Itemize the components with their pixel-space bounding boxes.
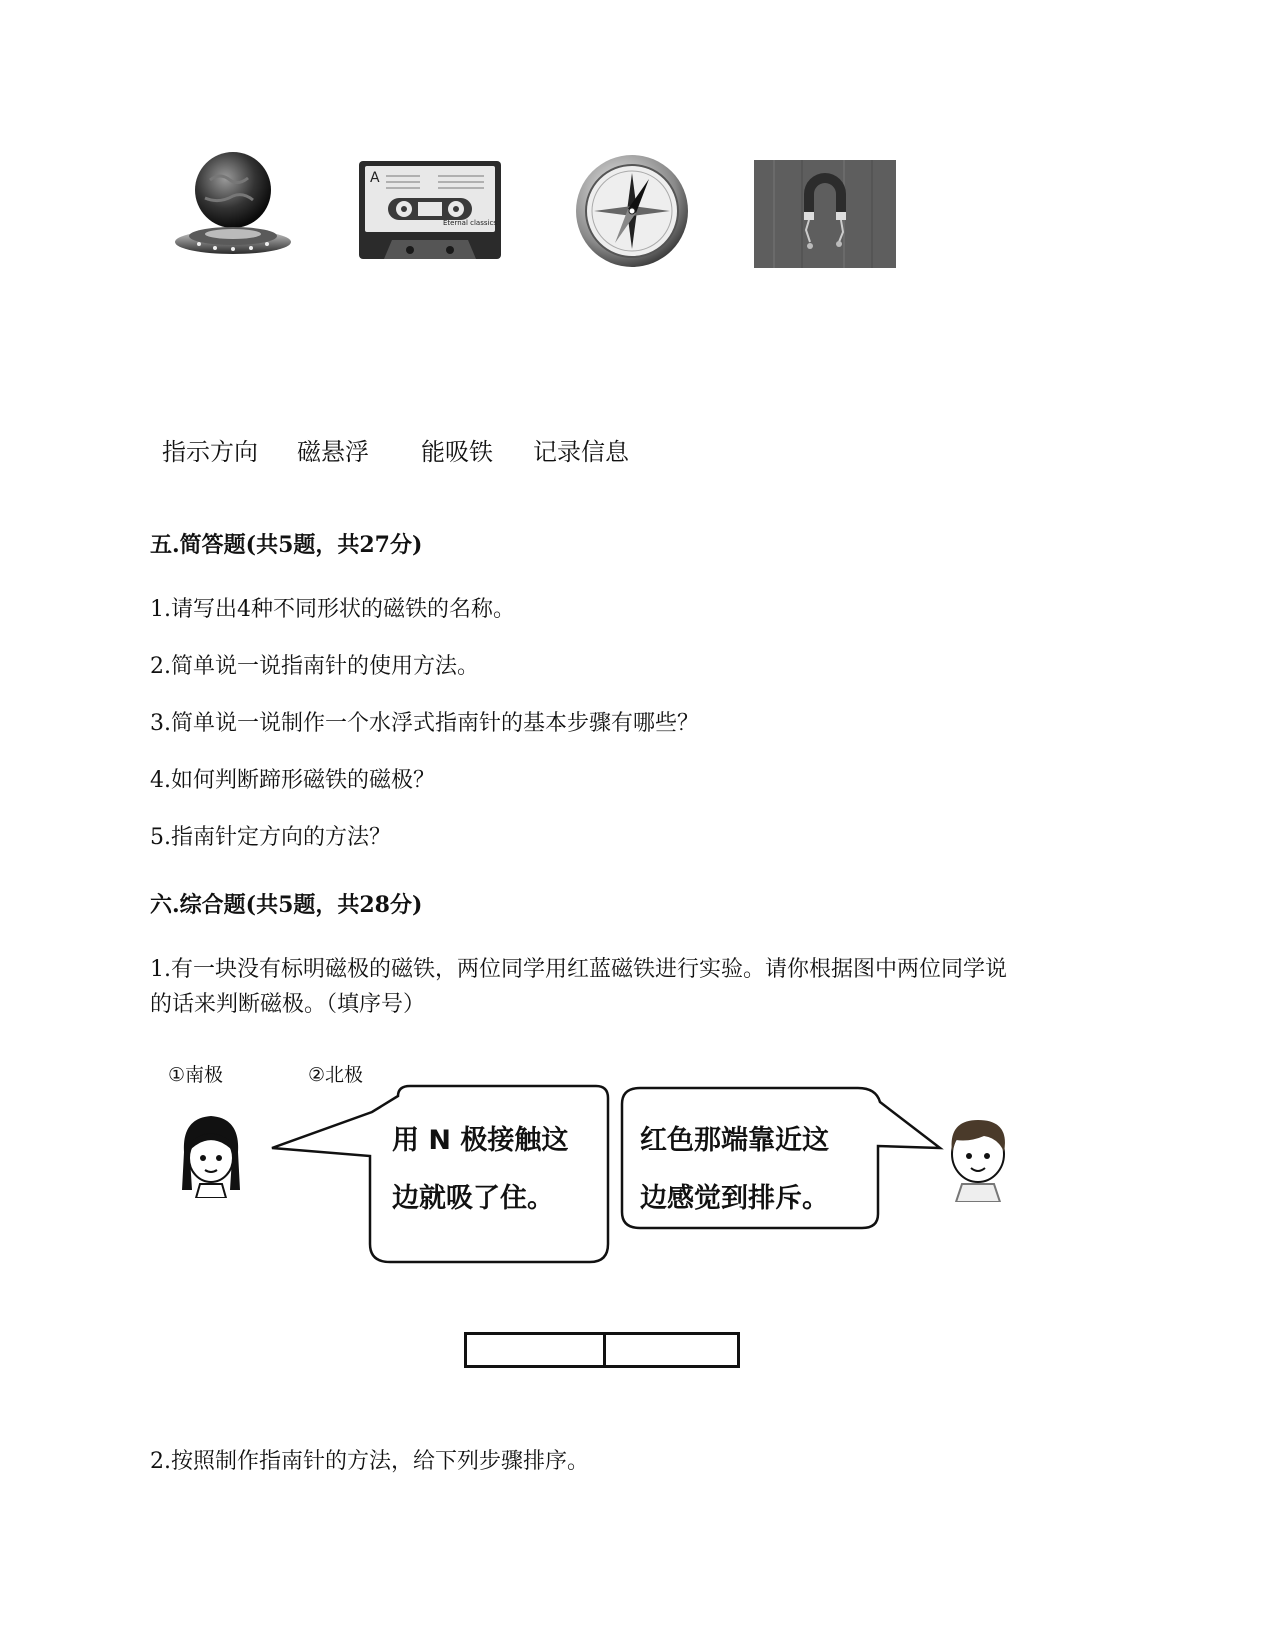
right-bubble-text [640, 1112, 829, 1228]
option-south-pole: ①南极 [168, 1064, 224, 1086]
section6-question-2: 2.按照制作指南针的方法，给下列步骤排序。 [150, 1449, 589, 1474]
cassette-letter: A [370, 170, 380, 186]
section5-question-5: 5.指南针定方向的方法？ [150, 825, 391, 850]
label-maglev: 磁悬浮 [297, 438, 369, 466]
option-north-pole: ②北极 [308, 1064, 364, 1086]
section5-question-4: 4.如何判断蹄形磁铁的磁极？ [150, 768, 435, 793]
label-direction: 指示方向 [162, 438, 258, 466]
right-bubble-line-2: 边感觉到排斥。 [640, 1183, 829, 1214]
magnet-answer-box [464, 1332, 740, 1368]
section6-question-1-line1: 1.有一块没有标明磁极的磁铁，两位同学用红蓝磁铁进行实验。请你根据图中两位同学说 [150, 957, 1007, 982]
section5-title: 五.简答题(共5题，共27分) [150, 532, 423, 558]
left-bubble-line-2: 边就吸了住。 [392, 1183, 554, 1214]
label-record-info: 记录信息 [533, 438, 629, 466]
left-bubble-line-1: 用 N 极接触这 [392, 1125, 569, 1156]
section5-question-3: 3.简单说一说制作一个水浮式指南针的基本步骤有哪些？ [150, 711, 699, 736]
section5-question-1: 1.请写出4种不同形状的磁铁的名称。 [150, 597, 515, 622]
label-attract-iron: 能吸铁 [421, 438, 493, 466]
section6-title: 六.综合题(共5题，共28分) [150, 892, 423, 918]
cassette-brand: Eternal classics [443, 219, 497, 227]
right-bubble-line-1: 红色那端靠近这 [640, 1125, 829, 1156]
section6-question-1-line2: 的话来判断磁极。（填序号） [150, 992, 426, 1017]
section5-question-2: 2.简单说一说指南针的使用方法。 [150, 654, 479, 679]
left-bubble-text [392, 1112, 568, 1228]
magnet-divider [603, 1335, 606, 1365]
